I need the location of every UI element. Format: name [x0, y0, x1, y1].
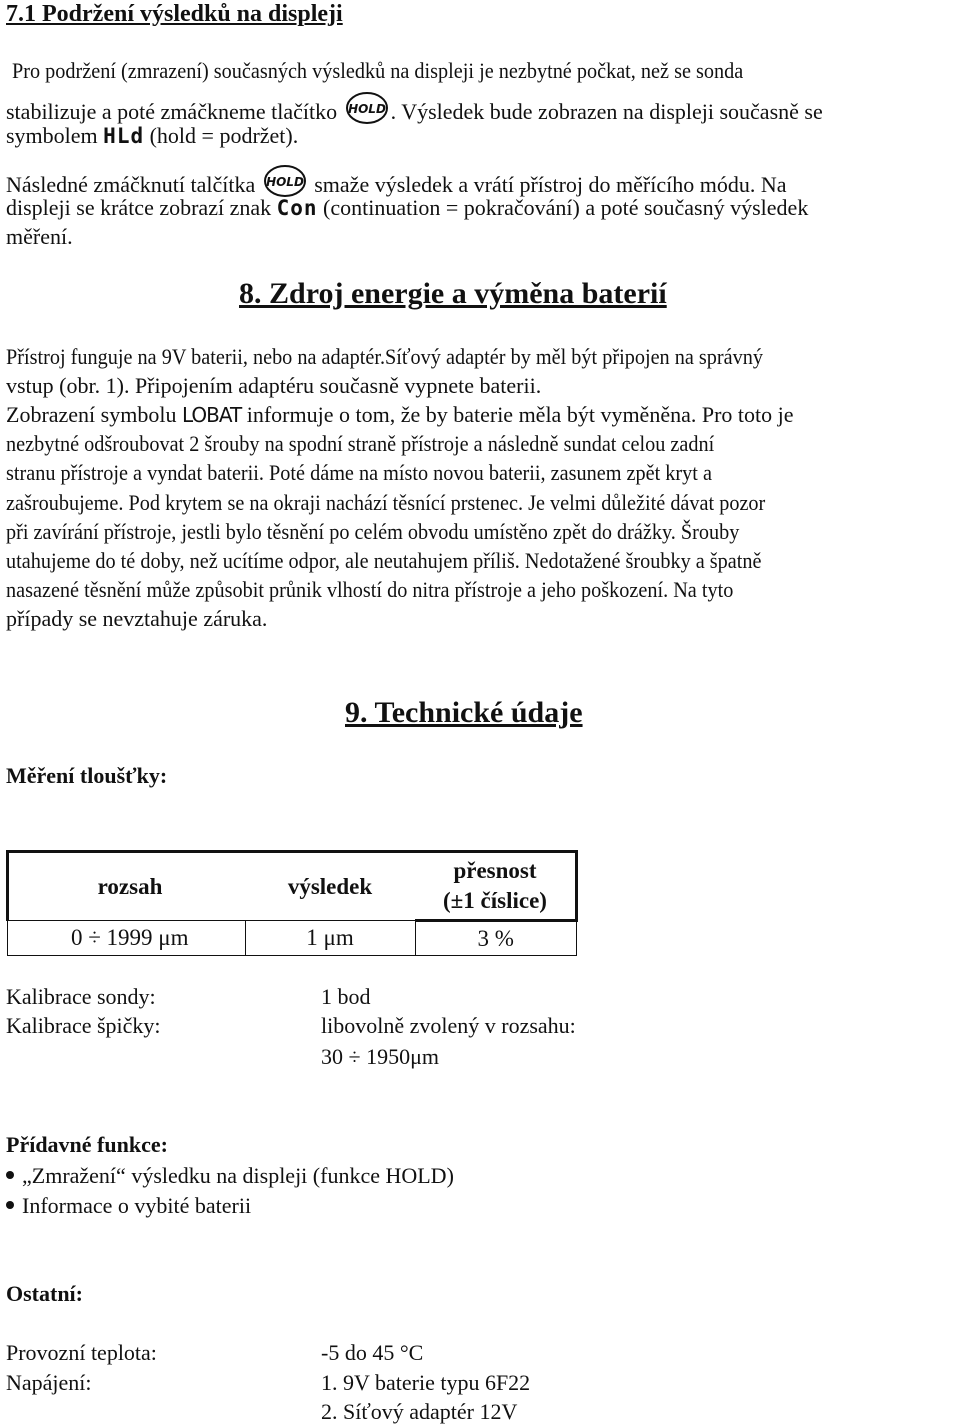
para-8-line-2: vstup (obr. 1). Připojením adaptéru současně vypnete baterii. [6, 373, 542, 398]
power-value-2: 2. Síťový adaptér 12V [321, 1399, 518, 1424]
header-range: rozsah [15, 852, 245, 921]
other-label: Ostatní: [6, 1281, 83, 1306]
operating-temp-label: Provozní teplota: [6, 1340, 157, 1365]
para-text: (hold = podržet). [149, 123, 299, 148]
para-8-line-4: nezbytné odšroubovat 2 šrouby na spodní straně přístroje a následně sundat celou zadní [6, 431, 715, 456]
calib-probe-label: Kalibrace sondy: [6, 984, 156, 1009]
para-8-line-7: při zavírání přístroje, jestli bylo těsnění po celém obvodu umístěno zpět do drážky. Šrouby [6, 519, 740, 544]
para-7-1-line-5 [6, 194, 808, 222]
header-accuracy: přesnost (±1 číslice) [415, 852, 577, 921]
cell-result: 1 μm [245, 921, 415, 956]
section-9-heading: 9. Technické údaje [345, 696, 583, 729]
para-7-1-line-3 [6, 122, 298, 150]
para-text: displeji se krátce zobrazí znak [6, 195, 272, 220]
para-8-line-5: stranu přístroje a vyndat baterii. Poté dáme na místo novou baterii, zasunem zpět kryt a [6, 460, 712, 485]
para-text: . Výsledek bude zobrazen na displeji současně se [390, 99, 823, 124]
para-8-line-10: případy se nevztahuje záruka. [6, 606, 268, 631]
para-text: smaže výsledek a vrátí přístroj do měřícího módu. Na [314, 172, 787, 197]
hld-display-symbol: HLd [103, 124, 145, 148]
list-item: Informace o vybité baterii [6, 1191, 251, 1221]
bullet-icon [6, 1171, 14, 1179]
para-text: informuje o tom, že by baterie měla být vyměněna. Pro toto je [246, 402, 794, 427]
lobat-display-symbol: LOBAT [181, 403, 242, 427]
svg-text:HOLD: HOLD [265, 175, 304, 189]
para-text: Zobrazení symbolu [6, 402, 177, 427]
thickness-spec-table [6, 850, 578, 956]
calib-tip-range: 30 ÷ 1950μm [321, 1044, 439, 1069]
para-text: Následné zmáčknutí talčítka [6, 172, 256, 197]
para-8-line-9: nasazené těsnění může způsobit průnik vlhostí do nitra přístroje a jeho poškození. Na tyto [6, 577, 734, 602]
section-7-1-heading: 7.1 Podržení výsledků na displeji [6, 1, 343, 27]
para-text: (continuation = pokračování) a poté současný výsledek [323, 195, 809, 220]
hold-button-icon [345, 91, 389, 132]
svg-text:HOLD: HOLD [347, 102, 386, 116]
extra-functions-label: Přídavné funkce: [6, 1132, 168, 1157]
cell-range: 0 ÷ 1999 μm [15, 921, 245, 956]
table-header-row [8, 852, 577, 921]
section-8-heading: 8. Zdroj energie a výměna baterií [239, 277, 667, 310]
thickness-label: Měření tloušťky: [6, 763, 168, 788]
power-label: Napájení: [6, 1370, 92, 1395]
para-8-line-3 [6, 401, 794, 429]
operating-temp-value: -5 do 45 °C [321, 1340, 424, 1365]
para-8-line-1: Přístroj funguje na 9V baterii, nebo na adaptér.Síťový adaptér by měl být připojen na správný [6, 344, 763, 369]
power-value-1: 1. 9V baterie typu 6F22 [321, 1370, 531, 1395]
para-7-1-line-6: měření. [6, 224, 73, 249]
calib-probe-value: 1 bod [321, 984, 371, 1009]
calib-tip-value: libovolně zvolený v rozsahu: [321, 1013, 576, 1038]
para-text: symbolem [6, 123, 98, 148]
para-text: stabilizuje a poté zmáčkneme tlačítko [6, 99, 338, 124]
header-result: výsledek [245, 852, 415, 921]
para-7-1-line-1: Pro podržení (zmrazení) současných výsledků na displeji je nezbytné počkat, než se sonda [12, 58, 744, 83]
table-row [8, 921, 577, 956]
calib-tip-label: Kalibrace špičky: [6, 1013, 161, 1038]
para-8-line-8: utahujeme do té doby, než ucítíme odpor, ale neutahujem příliš. Nedotažené šroubky a špatně [6, 548, 762, 573]
cell-accuracy: 3 % [415, 921, 577, 956]
con-display-symbol: Con [276, 196, 318, 220]
list-item: „Zmražení“ výsledku na displeji (funkce HOLD) [6, 1161, 454, 1191]
para-8-line-6: zašroubujeme. Pod krytem se na okraji nachází těsnící prstenec. Je velmi důležité dávat pozor [6, 490, 766, 515]
bullet-icon [6, 1201, 14, 1209]
